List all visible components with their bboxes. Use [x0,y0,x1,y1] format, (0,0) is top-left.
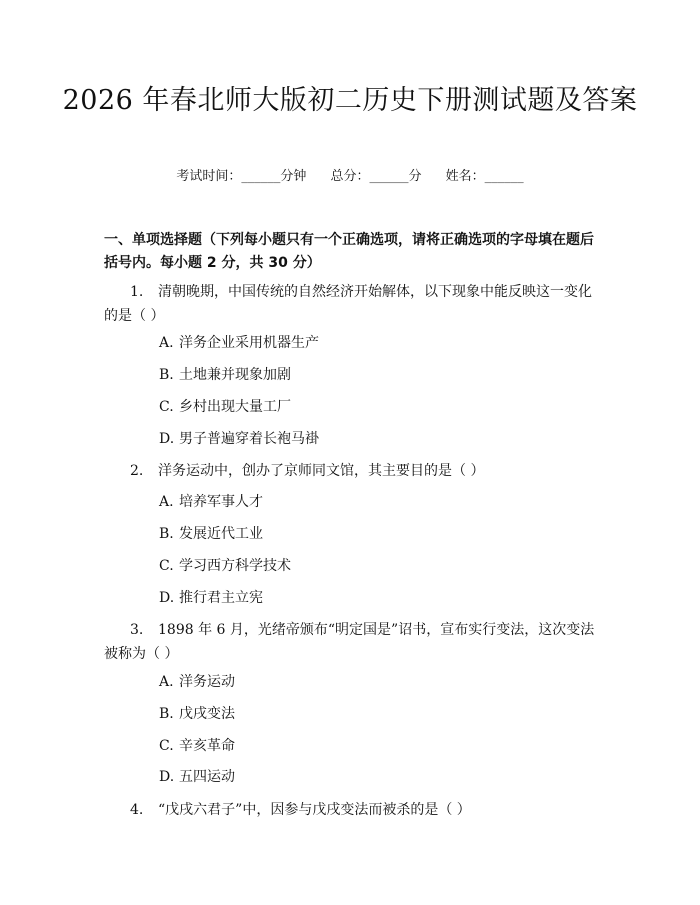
option-text: 乡村出现大量工厂 [179,399,291,415]
option-letter: D. [159,431,175,447]
question-4 [104,798,604,822]
question-1 [104,280,604,328]
option-text: 推行君主立宪 [179,590,263,606]
document-title: 2026 年春北师大版初二历史下册测试题及答案 [62,85,638,116]
option-1d [159,429,319,449]
option-text: 学习西方科学技术 [179,558,291,574]
option-text: 洋务企业采用机器生产 [179,335,319,351]
option-letter: C. [159,399,174,415]
option-2b [159,524,263,544]
option-letter: A. [159,335,174,351]
question-text: 清朝晚期，中国传统的自然经济开始解体，以下现象中能反映这一变化的是（ ） [104,284,592,324]
option-letter: D. [159,769,175,785]
option-letter: A. [159,494,174,510]
option-3a [159,672,235,692]
option-letter: C. [159,738,174,754]
option-letter: B. [159,526,174,542]
section-heading: 一、单项选择题（下列每小题只有一个正确选项，请将正确选项的字母填在题后括号内。每小题 2 分，共 30 分） [104,232,594,271]
option-text: 辛亥革命 [179,738,235,754]
option-letter: C. [159,558,174,574]
option-3c [159,736,235,756]
question-3 [104,618,604,666]
question-text: 1898 年 6 月，光绪帝颁布“明定国是”诏书，宣布实行变法，这次变法被称为（ ） [104,622,595,662]
option-2a [159,492,263,512]
question-2 [104,459,604,483]
question-number: 3. [130,622,144,638]
question-number: 2. [130,463,144,479]
question-number: 1. [130,284,144,300]
total-score-field: 总分：______分 [330,169,422,184]
option-3d [159,767,235,787]
option-letter: A. [159,674,174,690]
option-text: 洋务运动 [179,674,235,690]
option-1a [159,333,319,353]
option-text: 发展近代工业 [179,526,263,542]
option-letter: D. [159,590,175,606]
option-text: 培养军事人才 [179,494,263,510]
option-3b [159,704,235,724]
student-name-field: 姓名：______ [445,169,524,184]
option-letter: B. [159,706,174,722]
question-text: 洋务运动中，创办了京师同文馆，其主要目的是（ ） [158,463,485,479]
exam-meta [0,167,700,187]
option-text: 土地兼并现象加剧 [179,367,291,383]
option-1c [159,397,291,417]
option-text: 戊戌变法 [179,706,235,722]
option-1b [159,365,291,385]
option-letter: B. [159,367,174,383]
option-2c [159,556,291,576]
option-text: 男子普遍穿着长袍马褂 [179,431,319,447]
option-2d [159,588,263,608]
option-text: 五四运动 [179,769,235,785]
exam-time-field: 考试时间：______分钟 [176,169,307,184]
question-text: “戊戌六君子”中，因参与戊戌变法而被杀的是（ ） [158,802,471,818]
question-number: 4. [130,802,144,818]
